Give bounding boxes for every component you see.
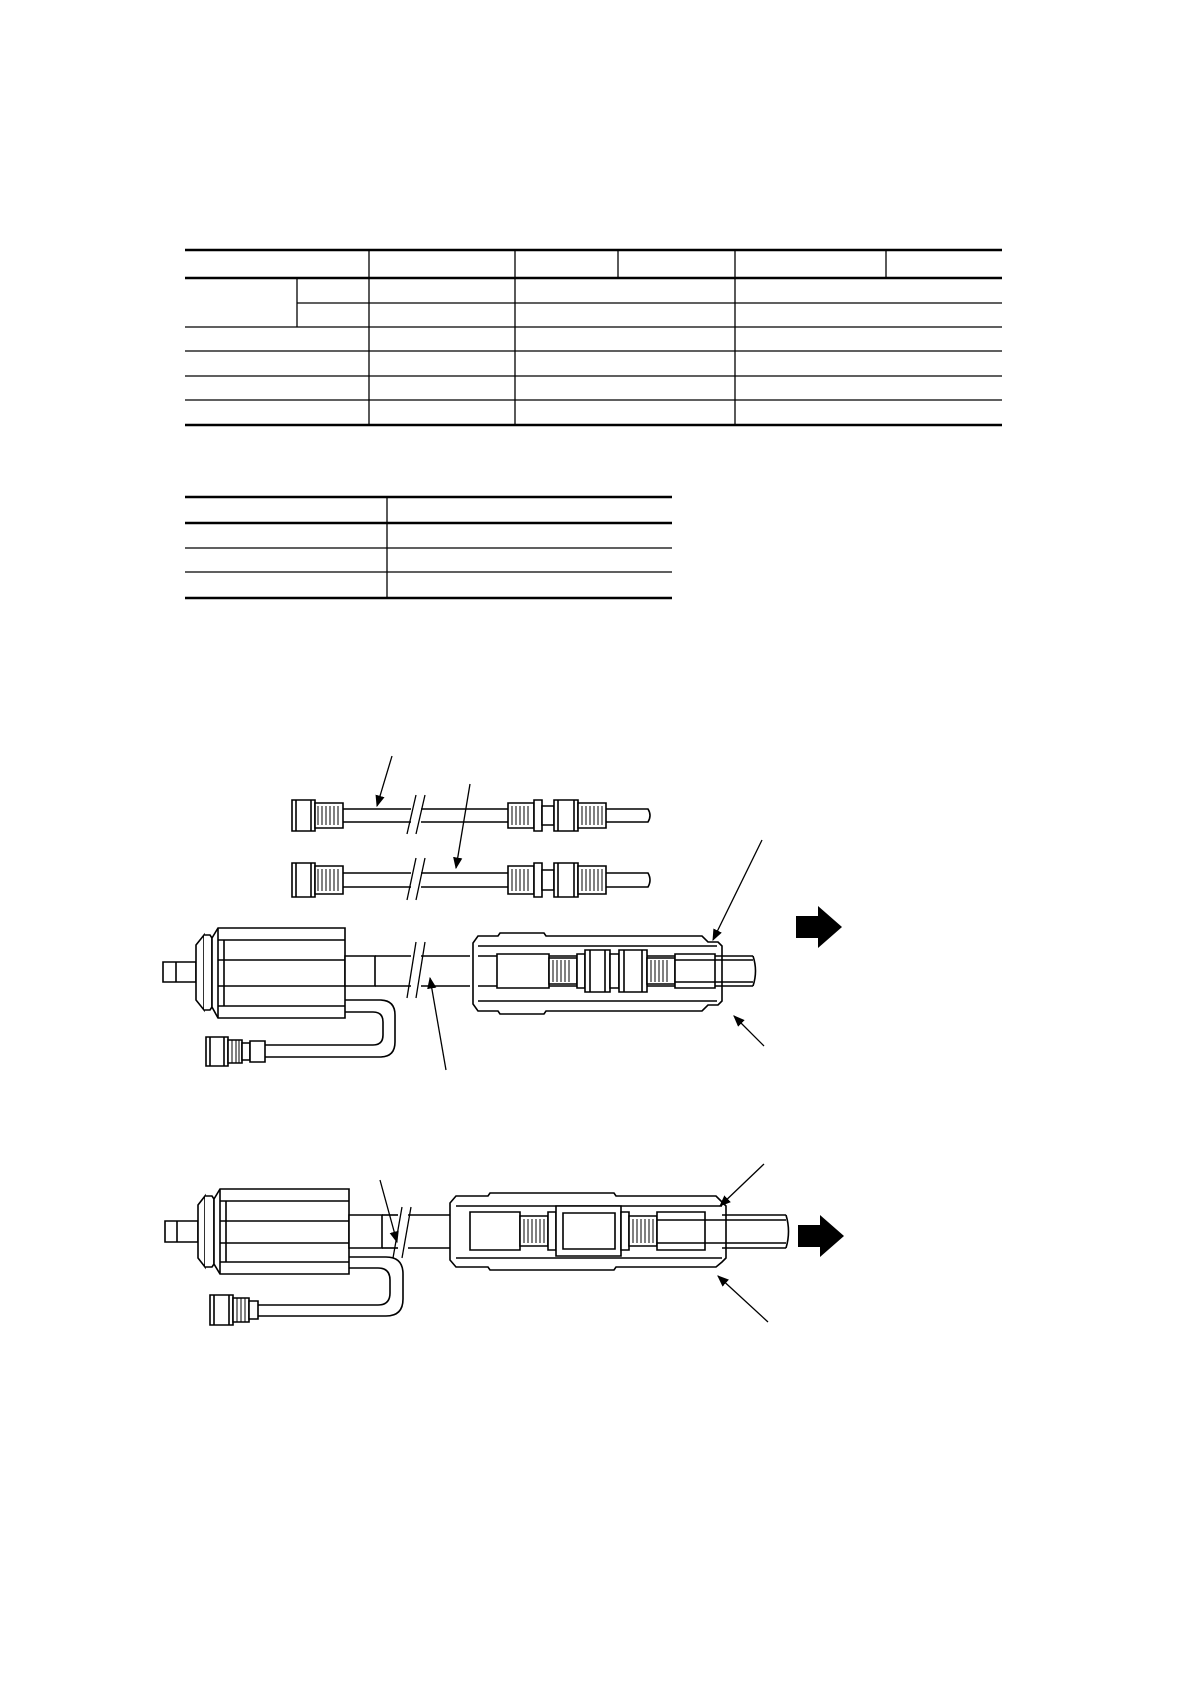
right-arrow-icon [798,1215,844,1257]
leader-hose-1 [377,756,392,806]
hose-assembly-1 [292,795,650,834]
hose-assembly-2 [292,858,650,900]
figure-bottom [165,1164,844,1325]
right-arrow-icon [796,906,842,948]
coupling-sleeve-bottom [450,1193,789,1270]
leader-sleeve-bottom [734,1016,764,1046]
pump-body-bottom [165,1189,450,1325]
figure-top [163,756,842,1070]
leader-hose-2 [456,784,470,868]
leader-sleeve-bottom-2 [718,1276,768,1322]
leader-hose-pump [430,978,446,1070]
coupling-sleeve-top [473,933,756,1014]
pump-body-top [163,928,470,1066]
leader-sleeve-top-2 [720,1164,764,1206]
leader-sleeve-top [713,840,762,940]
